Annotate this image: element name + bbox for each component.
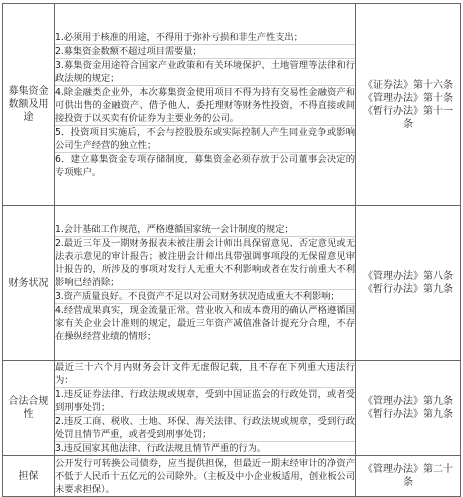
requirement-item: 3.募集资金用途符合国家产业政策和有关环境保护、土地管理等法律和行政法规的规定； bbox=[55, 59, 355, 84]
row-requirements bbox=[55, 4, 356, 206]
category-line: 途 bbox=[23, 112, 34, 123]
requirement-item: 公开发行可转换公司债券，应当提供担保，但最近一期末经审计的净资产不低于人民币十五亿元的公司除外。（主板及中小企业板适用，创业板公司未要求担保）。 bbox=[55, 457, 355, 495]
row-legal-basis bbox=[356, 361, 461, 456]
row-category bbox=[3, 456, 55, 497]
category-line: 财务状况 bbox=[8, 277, 49, 289]
row-category bbox=[3, 206, 55, 361]
table-row bbox=[3, 4, 461, 206]
basis-line: 《管理办法》第八条 bbox=[363, 271, 453, 282]
requirement-item: 5．投资项目实施后，不会与控股股东或实际控制人产生同业竞争或影响公司生产经营的独立性； bbox=[55, 126, 355, 151]
requirement-item: 4.经营成果真实，现金流量正常。营业收入和成本费用的确认严格遵循国家有关企业会计准则的规定，最近三年资产减值准备计提充分合理，不存在操纵经营业绩的情形； bbox=[55, 305, 355, 342]
requirement-item: 2.违反工商、税收、土地、环保、海关法律、行政法规或规章，受到行政处罚且情节严重，或者受到刑事处罚； bbox=[55, 416, 355, 440]
requirement-item: 2.募集资金数额不超过项目需要量； bbox=[55, 44, 355, 58]
basis-line: 条 bbox=[403, 477, 413, 488]
requirement-item: 2.最近三年及一期财务报表未被注册会计师出具保留意见、否定意见或无法表示意见的审计报告；被注册会计师出具带强调事项段的无保留意见审计报告的，所涉及的事项对发行人无重大不利影响或者在发行前重大不利影响已经消除； bbox=[55, 238, 355, 288]
requirement-item: 1.必须用于核准的用途，不得用于弥补亏损和非生产性支出； bbox=[55, 31, 303, 43]
table-row bbox=[3, 456, 461, 497]
requirement-item: 3.资产质量良好。不良资产不足以对公司财务状况造成重大不利影响； bbox=[55, 289, 355, 303]
basis-line: 《暂行办法》第九条 bbox=[363, 409, 453, 420]
basis-line: 《管理办法》第二十 bbox=[363, 464, 453, 475]
category-line: 合法合规 bbox=[8, 396, 49, 407]
basis-line: 《管理办法》第九条 bbox=[363, 396, 453, 407]
category-line: 募集资金 bbox=[8, 86, 49, 97]
table-row bbox=[3, 206, 461, 361]
table-row bbox=[3, 361, 461, 456]
basis-line: 《暂行办法》第十一 bbox=[363, 105, 453, 117]
row-requirements bbox=[55, 456, 356, 497]
category-line: 性 bbox=[23, 409, 34, 420]
row-legal-basis bbox=[356, 206, 461, 361]
category-line: 数额及用 bbox=[8, 99, 49, 110]
row-requirements bbox=[55, 206, 356, 361]
basis-line: 《管理办法》第十条 bbox=[363, 92, 453, 104]
requirement-item: 1.会计基础工作规范，严格遵循国家统一会计制度的规定； bbox=[55, 224, 294, 235]
requirement-item: 6．建立募集资金专项存储制度，募集资金必须存放于公司董事会决定的专项账户。 bbox=[55, 153, 355, 178]
row-requirements bbox=[55, 361, 356, 456]
row-category bbox=[3, 361, 55, 456]
basis-line: 条 bbox=[403, 118, 413, 130]
row-legal-basis bbox=[356, 4, 461, 206]
requirement-item: 4.除金融类企业外，本次募集资金使用项目不得为持有交易性金融资产和可供出售的金融资产、借予他人、委托理财等财务性投资，不得直接或间接投资于以买卖有价证券为主要业务的公司。 bbox=[55, 86, 355, 124]
requirement-item: 1.违反证券法律、行政法规或规章，受到中国证监会的行政处罚，或者受到刑事处罚； bbox=[55, 389, 355, 413]
basis-line: 《暂行办法》第九条 bbox=[363, 284, 453, 295]
category-line: 担保 bbox=[18, 470, 39, 482]
row-legal-basis bbox=[356, 456, 461, 497]
requirement-item: 3.违反国家其他法律、行政法规且情节严重的行为。 bbox=[55, 441, 355, 455]
row-category bbox=[3, 4, 55, 206]
requirement-item: 最近三十六个月内财务会计文件无虚假记载，且不存在下列重大违法行为： bbox=[55, 362, 355, 386]
requirements-table bbox=[2, 3, 461, 497]
basis-line: 《证券法》第十六条 bbox=[363, 79, 453, 91]
